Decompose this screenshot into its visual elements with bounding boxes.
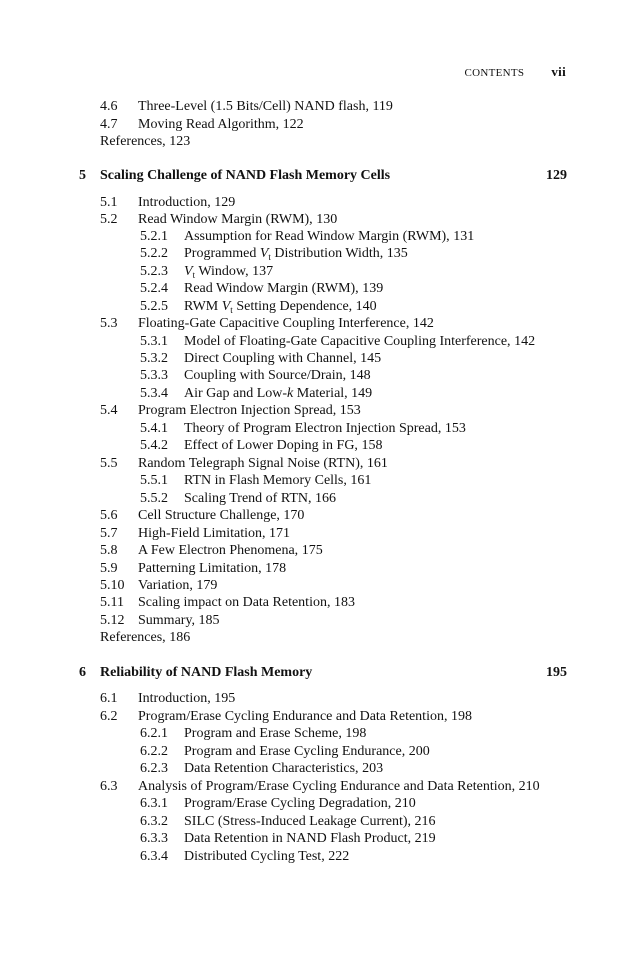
entry-title: Read Window Margin (RWM), xyxy=(138,212,313,227)
running-head xyxy=(0,64,566,80)
entry-text xyxy=(184,228,474,245)
entry-page: 119 xyxy=(372,99,393,114)
entry-title: Model of Floating-Gate Capacitive Coupling Interference, xyxy=(184,334,511,349)
entry-number: 5.11 xyxy=(100,595,124,610)
entry-text xyxy=(184,490,336,507)
entry-number: 6.3.1 xyxy=(140,796,168,811)
chapter-number: 6 xyxy=(79,665,86,680)
entry-page: 200 xyxy=(408,744,430,759)
entry-page: 198 xyxy=(450,709,472,724)
entry-number: 6.2 xyxy=(100,709,118,724)
entry-number: 5.2.3 xyxy=(140,264,168,279)
entry-text xyxy=(138,98,393,115)
toc-references-entry xyxy=(100,133,190,150)
entry-title: Program Electron Injection Spread, xyxy=(138,403,337,418)
entry-page: 175 xyxy=(301,543,323,558)
entry-title-italic: V xyxy=(184,264,193,279)
entry-number: 5.12 xyxy=(100,613,125,628)
entry-title: Moving Read Algorithm, xyxy=(138,117,280,132)
entry-text xyxy=(184,725,366,742)
entry-text xyxy=(138,542,323,559)
entry-title: Program/Erase Cycling Endurance and Data Retention, xyxy=(138,709,448,724)
running-head-page-number: vii xyxy=(551,64,566,79)
entry-number: 5.5.2 xyxy=(140,491,168,506)
entry-title: References, xyxy=(100,134,166,149)
entry-page: 158 xyxy=(361,438,383,453)
entry-page: 195 xyxy=(214,691,236,706)
entry-number: 5.2 xyxy=(100,212,118,227)
entry-title-italic: V xyxy=(259,246,269,261)
entry-number: 6.3 xyxy=(100,779,118,794)
entry-number: 4.6 xyxy=(100,99,118,114)
entry-title: Program and Erase Scheme, xyxy=(184,726,342,741)
entry-number: 6.3.2 xyxy=(140,814,168,829)
entry-text xyxy=(138,525,290,542)
entry-text xyxy=(184,245,408,262)
entry-page: 179 xyxy=(196,578,218,593)
entry-page: 183 xyxy=(333,595,355,610)
entry-page: 137 xyxy=(252,264,274,279)
entry-page: 219 xyxy=(414,831,436,846)
entry-number: 5.6 xyxy=(100,508,118,523)
entry-title-subscript: t xyxy=(230,305,233,315)
entry-number: 6.1 xyxy=(100,691,118,706)
entry-page: 171 xyxy=(269,526,291,541)
entry-number: 5.2.4 xyxy=(140,281,168,296)
entry-page: 139 xyxy=(362,281,384,296)
entry-text xyxy=(184,385,372,402)
entry-number: 6.2.3 xyxy=(140,761,168,776)
chapter-number: 5 xyxy=(79,168,86,183)
entry-page: 145 xyxy=(360,351,382,366)
entry-number: 5.4.2 xyxy=(140,438,168,453)
entry-number: 5.3.4 xyxy=(140,386,168,401)
entry-number: 5.7 xyxy=(100,526,118,541)
entry-number: 5.2.2 xyxy=(140,246,168,261)
chapter-title: Reliability of NAND Flash Memory xyxy=(100,665,313,680)
entry-title: Direct Coupling with Channel, xyxy=(184,351,357,366)
entry-number: 6.3.3 xyxy=(140,831,168,846)
entry-title: Program and Erase Cycling Endurance, xyxy=(184,744,406,759)
entry-text xyxy=(184,420,466,437)
entry-number: 5.2.5 xyxy=(140,299,168,314)
entry-page: 130 xyxy=(316,212,338,227)
entry-text xyxy=(184,263,273,280)
chapter-page: 129 xyxy=(546,168,567,183)
entry-number: 5.5 xyxy=(100,456,118,471)
entry-page: 142 xyxy=(412,316,434,331)
entry-title: High-Field Limitation, xyxy=(138,526,266,541)
entry-text xyxy=(184,795,416,812)
entry-title: Read Window Margin (RWM), xyxy=(184,281,359,296)
entry-text xyxy=(138,594,355,611)
entry-title: Variation, xyxy=(138,578,193,593)
entry-text xyxy=(138,778,540,795)
entry-text xyxy=(138,211,337,228)
entry-text xyxy=(184,472,371,489)
entry-text xyxy=(184,350,381,367)
entry-page: 148 xyxy=(349,368,371,383)
entry-title: Data Retention Characteristics, xyxy=(184,761,359,776)
entry-text xyxy=(138,560,286,577)
entry-title: Patterning Limitation, xyxy=(138,561,262,576)
entry-number: 5.3.3 xyxy=(140,368,168,383)
entry-title: Data Retention in NAND Flash Product, xyxy=(184,831,412,846)
entry-page: 170 xyxy=(283,508,305,523)
chapter-page: 195 xyxy=(546,665,567,680)
entry-title: Floating-Gate Capacitive Coupling Interference, xyxy=(138,316,410,331)
entry-title: RTN in Flash Memory Cells, xyxy=(184,473,347,488)
entry-number: 6.2.1 xyxy=(140,726,168,741)
entry-page: 166 xyxy=(315,491,336,506)
entry-page: 186 xyxy=(169,630,191,645)
entry-number: 5.4.1 xyxy=(140,421,168,436)
entry-text xyxy=(138,507,304,524)
entry-text xyxy=(184,848,349,865)
entry-page: 178 xyxy=(265,561,287,576)
entry-number: 4.7 xyxy=(100,117,118,132)
entry-title-post: Setting Dependence, xyxy=(236,299,353,314)
entry-page: 216 xyxy=(414,814,436,829)
entry-title: Summary, xyxy=(138,613,196,628)
entry-text xyxy=(184,813,436,830)
entry-title-pre: Programmed xyxy=(184,246,257,261)
entry-title: Program/Erase Cycling Degradation, xyxy=(184,796,392,811)
entry-number: 5.8 xyxy=(100,543,118,558)
entry-title: Distributed Cycling Test, xyxy=(184,849,325,864)
entry-page: 203 xyxy=(362,761,384,776)
entry-page: 222 xyxy=(328,849,350,864)
entry-title-post: Material, xyxy=(296,386,348,401)
entry-number: 5.3.1 xyxy=(140,334,168,349)
entry-text xyxy=(184,367,371,384)
entry-number: 6.3.4 xyxy=(140,849,168,864)
entry-text xyxy=(138,194,235,211)
entry-title: Cell Structure Challenge, xyxy=(138,508,280,523)
entry-text xyxy=(138,612,220,629)
chapter-title: Scaling Challenge of NAND Flash Memory Cells xyxy=(100,168,391,183)
entry-page: 131 xyxy=(453,229,475,244)
entry-number: 6.2.2 xyxy=(140,744,168,759)
entry-page: 129 xyxy=(214,195,236,210)
entry-title: Scaling impact on Data Retention, xyxy=(138,595,331,610)
entry-number: 5.9 xyxy=(100,561,118,576)
entry-text xyxy=(138,577,217,594)
entry-title: Assumption for Read Window Margin (RWM), xyxy=(184,229,450,244)
entry-title: Introduction, xyxy=(138,691,211,706)
entry-title-pre: RWM xyxy=(184,299,219,314)
entry-page: 135 xyxy=(386,246,408,261)
entry-page: 123 xyxy=(169,134,191,149)
entry-title: References, xyxy=(100,630,166,645)
entry-page: 161 xyxy=(366,456,388,471)
entry-number: 5.3.2 xyxy=(140,351,168,366)
entry-number: 5.4 xyxy=(100,403,118,418)
entry-title: A Few Electron Phenomena, xyxy=(138,543,299,558)
entry-page: 153 xyxy=(339,403,361,418)
entry-number: 5.2.1 xyxy=(140,229,168,244)
entry-title: Coupling with Source/Drain, xyxy=(184,368,347,383)
entry-page: 210 xyxy=(394,796,416,811)
entry-page: 149 xyxy=(351,386,373,401)
entry-text xyxy=(138,690,235,707)
entry-text xyxy=(184,437,382,454)
entry-text xyxy=(184,333,535,350)
entry-text xyxy=(138,402,361,419)
entry-page: 122 xyxy=(282,117,304,132)
entry-number: 5.10 xyxy=(100,578,125,593)
entry-title-subscript: t xyxy=(268,252,271,262)
entry-text xyxy=(184,743,430,760)
entry-text xyxy=(184,298,377,315)
entry-title-italic: V xyxy=(221,299,231,314)
entry-title: Theory of Program Electron Injection Spread, xyxy=(184,421,442,436)
entry-title-subscript: t xyxy=(192,270,196,280)
toc-references-entry xyxy=(100,629,190,646)
entry-page: 210 xyxy=(518,779,540,794)
entry-title: Random Telegraph Signal Noise (RTN), xyxy=(138,456,364,471)
entry-title: Introduction, xyxy=(138,195,211,210)
entry-title: Analysis of Program/Erase Cycling Endurance and Data Retention, xyxy=(138,779,516,794)
entry-number: 5.3 xyxy=(100,316,118,331)
entry-text xyxy=(138,708,472,725)
entry-title: Scaling Trend of RTN, xyxy=(184,491,312,506)
entry-title-post: Distribution Width, xyxy=(274,246,384,261)
entry-page: 140 xyxy=(355,299,377,314)
running-head-title: CONTENTS xyxy=(464,67,525,79)
entry-title: Three-Level (1.5 Bits/Cell) NAND flash, xyxy=(138,99,369,114)
entry-title: Effect of Lower Doping in FG, xyxy=(184,438,358,453)
entry-title-post: Window, xyxy=(198,264,249,279)
entry-text xyxy=(138,315,434,332)
entry-text xyxy=(184,830,436,847)
entry-number: 5.1 xyxy=(100,195,118,210)
entry-title-italic: k xyxy=(287,386,294,401)
entry-page: 161 xyxy=(350,473,372,488)
entry-number: 5.5.1 xyxy=(140,473,168,488)
entry-title: SILC (Stress-Induced Leakage Current), xyxy=(184,814,412,829)
entry-text xyxy=(184,280,383,297)
entry-text xyxy=(138,455,388,472)
entry-page: 153 xyxy=(444,421,466,436)
entry-page: 142 xyxy=(514,334,536,349)
entry-page: 198 xyxy=(345,726,367,741)
entry-text xyxy=(138,116,304,133)
entry-title-pre: Air Gap and Low- xyxy=(184,386,288,401)
entry-page: 185 xyxy=(198,613,220,628)
entry-text xyxy=(184,760,383,777)
